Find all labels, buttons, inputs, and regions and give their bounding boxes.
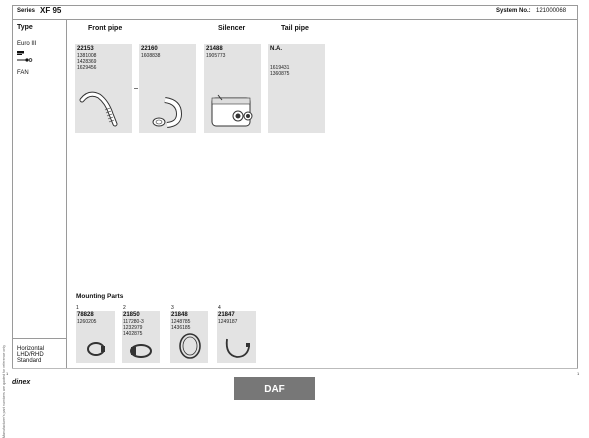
header-divider xyxy=(13,19,577,20)
part-refs: 1905773 xyxy=(206,53,226,59)
page-marker-right: 1 xyxy=(577,371,580,376)
emission-standard: Euro III xyxy=(17,41,37,47)
fan-label: FAN xyxy=(17,70,29,76)
silencer-heading: Silencer xyxy=(218,25,246,32)
part-code: 21488 xyxy=(206,46,223,52)
system-number-label: System No.: xyxy=(496,8,531,14)
part-code: 21848 xyxy=(171,312,188,318)
footer-divider xyxy=(12,368,578,369)
truck-config-icon xyxy=(17,50,45,64)
mounting-card-3[interactable] xyxy=(170,311,208,363)
part-code: 78828 xyxy=(77,312,94,318)
part-refs: 1608838 xyxy=(141,53,161,59)
mounting-card-4[interactable] xyxy=(217,311,256,363)
part-refs: 1248785 1436185 xyxy=(171,319,191,331)
clamp-illustration xyxy=(84,337,108,359)
part-card-front-pipe-1[interactable] xyxy=(75,44,132,133)
front-pipe-illustration xyxy=(79,88,129,130)
system-number-value: 121000068 xyxy=(536,8,567,14)
mounting-number: 1 xyxy=(76,305,79,311)
part-card-tail-pipe[interactable] xyxy=(268,44,325,133)
v-clamp-illustration xyxy=(128,341,156,361)
part-code: 21847 xyxy=(218,312,235,318)
mounting-card-1[interactable] xyxy=(76,311,115,363)
part-card-front-pipe-2[interactable] xyxy=(139,44,196,133)
brand-name: DAF xyxy=(264,384,285,395)
page-marker-left: 1 xyxy=(6,371,9,376)
mounting-parts-title: Mounting Parts xyxy=(76,293,124,300)
front-pipe-heading: Front pipe xyxy=(88,25,123,32)
dinex-logo: dinex xyxy=(12,379,31,386)
part-code: N.A. xyxy=(270,46,282,52)
part-code: 22160 xyxy=(141,46,158,52)
drive-text: LHD/RHD xyxy=(17,352,44,358)
gasket-ring-illustration xyxy=(176,331,204,361)
part-card-silencer[interactable] xyxy=(204,44,261,133)
series-label: Series xyxy=(17,8,36,14)
bracket-band-illustration xyxy=(223,333,251,361)
footer-info-divider xyxy=(12,338,66,339)
part-refs: 1260205 xyxy=(77,319,97,325)
part-code: 21850 xyxy=(123,312,140,318)
tail-pipe-heading: Tail pipe xyxy=(281,25,309,32)
type-column-divider xyxy=(66,20,67,368)
front-pipe-bend-illustration xyxy=(145,94,191,130)
mounting-number: 3 xyxy=(171,305,174,311)
variant-text: Standard xyxy=(17,358,42,364)
mounting-number: 4 xyxy=(218,305,221,311)
type-title: Type xyxy=(17,24,33,31)
part-refs: 1381008 1428369 1629456 xyxy=(77,53,97,71)
silencer-illustration xyxy=(208,92,258,132)
orientation-text: Horizontal xyxy=(17,346,45,352)
mounting-number: 2 xyxy=(123,305,126,311)
part-code: 22153 xyxy=(77,46,94,52)
part-refs: 117280-3 1232979 1402875 xyxy=(123,319,144,337)
series-value: XF 95 xyxy=(40,6,62,15)
connector-dash xyxy=(134,88,138,89)
side-note: Manufacturer's part numbers are quoted for reference only xyxy=(2,345,6,438)
part-refs: 1619431 1360875 xyxy=(270,65,290,77)
part-refs: 1249187 xyxy=(218,319,238,325)
mounting-card-2[interactable] xyxy=(122,311,160,363)
